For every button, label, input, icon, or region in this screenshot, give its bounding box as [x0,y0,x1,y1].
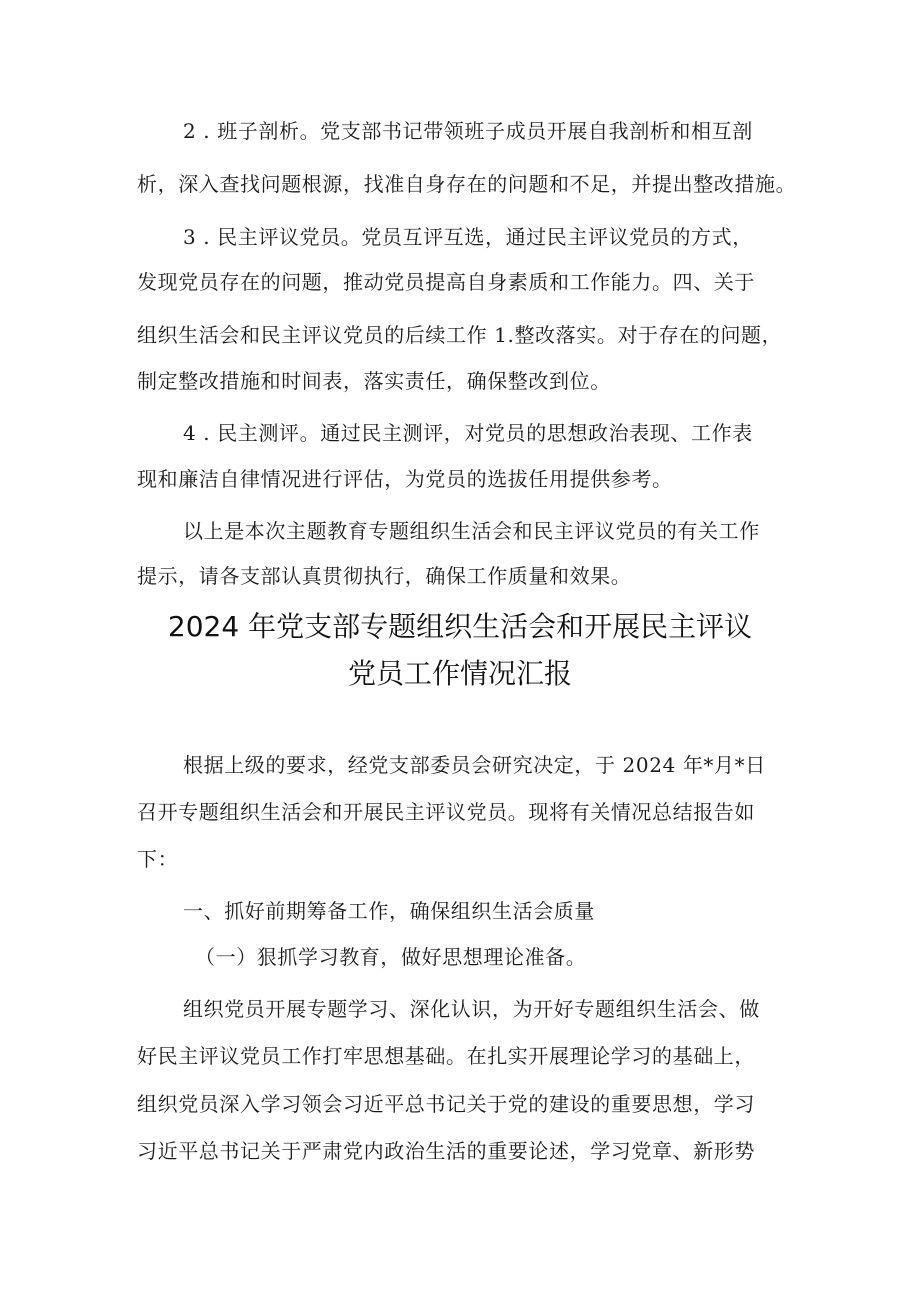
paragraph-line: 4 . 民主测评。通过民主测评，对党员的思想政治表现、工作表 [183,421,753,445]
report-title-line-1: 2024 年党支部专题组织生活会和开展民主评议 [167,610,753,643]
paragraph-line: 组织党员深入学习领会习近平总书记关于党的建设的重要思想，学习 [137,1092,755,1116]
paragraph-line: 组织生活会和民主评议党员的后续工作 1.整改落实。对于存在的问题， [137,323,783,347]
paragraph-line: 习近平总书记关于严肃党内政治生活的重要论述，学习党章、新形势 [137,1139,755,1163]
paragraph-line: 下： [137,847,179,871]
section-heading: 一、抓好前期筹备工作，确保组织生活会质量 [183,899,595,923]
paragraph-line: 召开专题组织生活会和开展民主评议党员。现将有关情况总结报告如 [137,800,755,824]
paragraph-line: 2 . 班子剖析。党支部书记带领班子成员开展自我剖析和相互剖 [183,119,753,143]
paragraph-line: 发现党员存在的问题，推动党员提高自身素质和工作能力。四、关于 [137,270,755,294]
paragraph-line: 现和廉洁自律情况进行评估，为党员的选拔任用提供参考。 [137,467,673,491]
report-title-line-2: 党员工作情况汇报 [347,657,572,690]
paragraph-line: 根据上级的要求，经党支部委员会研究决定，于 2024 年*月*日 [183,753,766,777]
paragraph-line: 好民主评议党员工作打牢思想基础。在扎实开展理论学习的基础上， [137,1044,755,1068]
paragraph-line: 3 . 民主评议党员。党员互评互选，通过民主评议党员的方式， [183,225,753,249]
subsection-heading: （一）狠抓学习教育，做好思想理论准备。 [195,945,587,969]
paragraph-line: 析，深入查找问题根源，找准自身存在的问题和不足，并提出整改措施。 [137,172,797,196]
paragraph-line: 组织党员开展专题学习、深化认识，为开好专题组织生活会、做 [183,997,760,1021]
paragraph-line: 提示，请各支部认真贯彻执行，确保工作质量和效果。 [137,564,632,588]
paragraph-line: 制定整改措施和时间表，落实责任，确保整改到位。 [137,369,611,393]
paragraph-line: 以上是本次主题教育专题组织生活会和民主评议党员的有关工作 [183,519,760,543]
